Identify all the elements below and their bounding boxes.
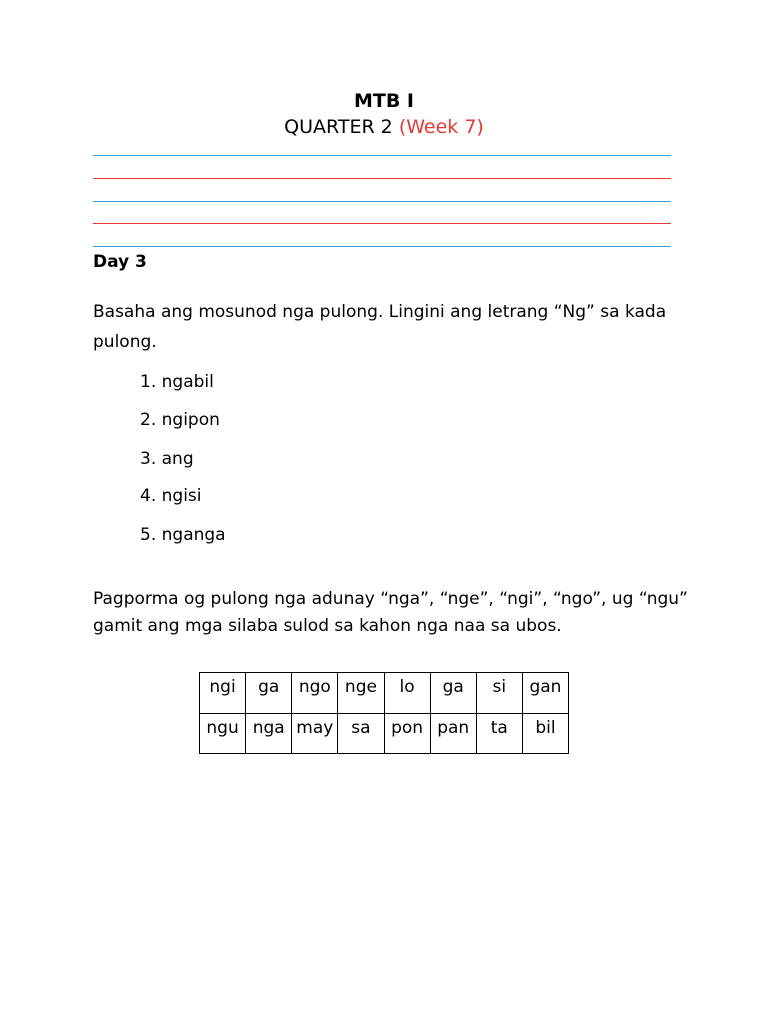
syllable-cell: pon: [385, 714, 431, 755]
syllable-cell: gan: [523, 673, 569, 714]
ruled-line: [93, 201, 671, 202]
syllable-cell: may: [292, 714, 338, 755]
syllable-cell: ga: [246, 673, 292, 714]
syllable-cell: ngu: [200, 714, 246, 755]
syllable-cell: ngo: [292, 673, 338, 714]
syllable-cell: ngi: [200, 673, 246, 714]
syllable-table: [199, 672, 569, 754]
syllable-cell: si: [477, 673, 523, 714]
word-list-item: 4. ngisi: [140, 486, 202, 506]
syllable-cell: sa: [338, 714, 384, 755]
ruled-line: [93, 246, 671, 247]
instruction-1-line-1: Basaha ang mosunod nga pulong. Lingini ang letrang “Ng” sa kada: [93, 302, 667, 322]
ruled-line: [93, 178, 671, 179]
word-list-item: 1. ngabil: [140, 372, 214, 392]
syllable-cell: ga: [431, 673, 477, 714]
worksheet-title: MTB I: [353, 90, 415, 112]
quarter-label: QUARTER 2: [284, 116, 393, 138]
word-list-item: 5. nganga: [140, 525, 226, 545]
instruction-2-line-1: Pagporma og pulong nga adunay “nga”, “nge”, “ngi”, “ngo”, ug “ngu”: [93, 589, 688, 609]
instruction-1-line-2: pulong.: [93, 332, 157, 352]
syllable-cell: nga: [246, 714, 292, 755]
syllable-cell: ta: [477, 714, 523, 755]
day-heading: Day 3: [93, 252, 147, 272]
word-list-item: 3. ang: [140, 449, 194, 469]
syllable-cell: bil: [523, 714, 569, 755]
syllable-cell: lo: [385, 673, 431, 714]
worksheet-subtitle: [0, 116, 768, 138]
ruled-line: [93, 223, 671, 224]
syllable-cell: pan: [431, 714, 477, 755]
ruled-line: [93, 155, 671, 156]
syllable-cell: nge: [338, 673, 384, 714]
word-list-item: 2. ngipon: [140, 410, 220, 430]
week-label: (Week 7): [398, 116, 484, 138]
instruction-2-line-2: gamit ang mga silaba sulod sa kahon nga naa sa ubos.: [93, 616, 562, 636]
